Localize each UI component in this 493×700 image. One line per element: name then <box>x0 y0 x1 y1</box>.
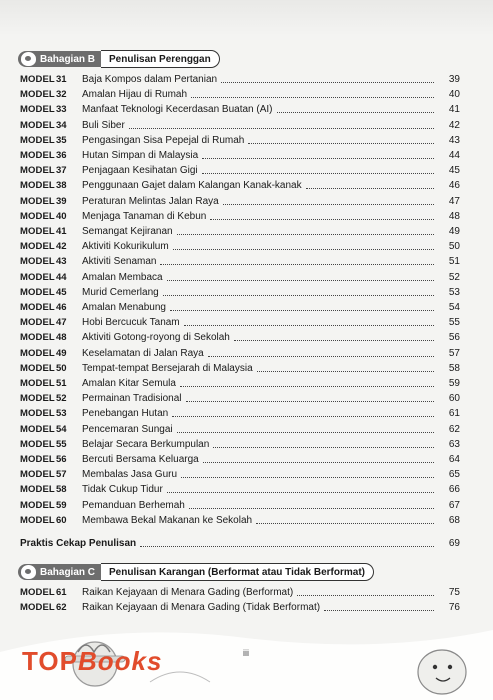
page-number: 63 <box>448 438 460 450</box>
leader-dots <box>203 462 434 463</box>
page-number: 76 <box>448 602 460 614</box>
entry-title: Pemanduan Berhemah <box>82 499 185 511</box>
entry-title: Amalan Menabung <box>82 302 166 313</box>
entry-title: Aktiviti Senaman <box>82 256 157 268</box>
page-number: 62 <box>448 423 460 435</box>
section-b-header <box>18 50 220 68</box>
entry-title: Hobi Bercucuk Tanam <box>82 317 180 329</box>
leader-dots <box>163 295 434 296</box>
page-number: 54 <box>448 302 460 313</box>
leader-dots <box>140 546 434 547</box>
page-number: 69 <box>448 538 460 549</box>
model-number: 62 <box>56 602 67 614</box>
model-label: MODEL <box>20 195 55 207</box>
page-number: 50 <box>448 241 460 253</box>
entry-title: Amalan Kitar Semula <box>82 378 176 389</box>
entry-title: Tempat-tempat Bersejarah di Malaysia <box>82 362 253 374</box>
toc-entry[interactable] <box>20 406 460 421</box>
page-number: 58 <box>448 362 460 374</box>
page-number: 57 <box>448 347 460 359</box>
model-label: MODEL <box>20 423 55 435</box>
model-number: 50 <box>56 362 67 374</box>
toc-entry[interactable] <box>20 87 460 102</box>
entry-title: Murid Cemerlang <box>82 286 159 298</box>
model-number: 53 <box>56 408 67 420</box>
leader-dots <box>202 173 434 174</box>
model-number: 39 <box>56 195 67 207</box>
page-number: 75 <box>448 587 460 598</box>
model-label: MODEL <box>20 104 55 116</box>
leader-dots <box>167 280 434 281</box>
leader-dots <box>202 158 434 159</box>
model-number: 35 <box>56 134 67 146</box>
toc-entry[interactable] <box>20 72 460 87</box>
leader-dots <box>234 340 434 341</box>
leader-dots <box>172 416 434 417</box>
page-number: 64 <box>448 454 460 465</box>
model-label: MODEL <box>20 499 55 511</box>
leader-dots <box>256 523 434 524</box>
model-number: 41 <box>56 226 67 237</box>
leader-dots <box>170 310 434 311</box>
page-number: 60 <box>448 393 460 405</box>
section-c-title: Penulisan Karangan (Berformat atau Tidak Berformat) <box>101 563 374 581</box>
page-number: 68 <box>448 514 460 526</box>
model-label: MODEL <box>20 241 55 253</box>
model-number: 51 <box>56 378 67 389</box>
model-label: MODEL <box>20 332 55 344</box>
leader-dots <box>180 386 434 387</box>
model-label: MODEL <box>20 74 55 85</box>
model-number: 45 <box>56 286 67 298</box>
toc-entry[interactable] <box>20 422 460 437</box>
entry-title: Tidak Cukup Tidur <box>82 484 163 496</box>
entry-title: Permainan Tradisional <box>82 393 182 405</box>
model-number: 37 <box>56 165 67 177</box>
toc-entry[interactable] <box>20 315 460 330</box>
page-number: 51 <box>448 256 460 268</box>
model-label: MODEL <box>20 393 55 405</box>
model-label: MODEL <box>20 165 55 177</box>
model-number: 55 <box>56 438 67 450</box>
entry-title: Membalas Jasa Guru <box>82 469 178 481</box>
page-number: 66 <box>448 484 460 496</box>
entry-title: Raikan Kejayaan di Menara Gading (Berformat) <box>82 587 294 598</box>
model-number: 61 <box>56 587 67 598</box>
toc-entry[interactable] <box>20 498 460 513</box>
leader-dots <box>210 219 434 220</box>
model-label: MODEL <box>20 317 55 329</box>
leader-dots <box>181 477 434 478</box>
entry-title: Semangat Kejiranan <box>82 226 173 237</box>
toc-entry[interactable] <box>20 254 460 269</box>
model-label: MODEL <box>20 347 55 359</box>
model-number: 54 <box>56 423 67 435</box>
page-number: 47 <box>448 195 460 207</box>
model-label: MODEL <box>20 210 55 222</box>
model-number: 58 <box>56 484 67 496</box>
section-c-badge: Bahagian C <box>18 564 101 580</box>
model-number: 57 <box>56 469 67 481</box>
leader-dots <box>248 143 434 144</box>
footer-page-number: iii <box>243 648 249 658</box>
model-number: 46 <box>56 302 67 313</box>
model-label: MODEL <box>20 484 55 496</box>
model-number: 44 <box>56 271 67 283</box>
cloud-icon <box>21 565 36 579</box>
model-label: MODEL <box>20 226 55 237</box>
model-number: 42 <box>56 241 67 253</box>
entry-title: Aktiviti Kokurikulum <box>82 241 169 253</box>
leader-dots <box>129 128 434 129</box>
page-number: 67 <box>448 499 460 511</box>
model-number: 36 <box>56 150 67 161</box>
model-label: MODEL <box>20 408 55 420</box>
model-number: 48 <box>56 332 67 344</box>
page-number: 52 <box>448 271 460 283</box>
page-number: 46 <box>448 180 460 192</box>
page-number: 49 <box>448 226 460 237</box>
model-label: MODEL <box>20 378 55 389</box>
leader-dots <box>177 432 434 433</box>
model-label: MODEL <box>20 514 55 526</box>
toc-entry[interactable] <box>20 194 460 209</box>
page-number: 48 <box>448 210 460 222</box>
toc-entry[interactable] <box>20 482 460 497</box>
page-number: 56 <box>448 332 460 344</box>
toc-entry[interactable] <box>20 270 460 285</box>
model-number: 34 <box>56 119 67 131</box>
page-number: 44 <box>448 150 460 161</box>
page-number: 41 <box>448 104 460 116</box>
page-number: 42 <box>448 119 460 131</box>
toc-entry[interactable] <box>20 239 460 254</box>
model-number: 32 <box>56 89 67 101</box>
model-number: 43 <box>56 256 67 268</box>
topbooks-logo: TOPBooks <box>22 646 163 676</box>
entry-title: Bercuti Bersama Keluarga <box>82 454 199 465</box>
praktis-entry[interactable] <box>20 536 460 551</box>
leader-dots <box>221 82 434 83</box>
model-label: MODEL <box>20 256 55 268</box>
entry-title: Raikan Kejayaan di Menara Gading (Tidak Berformat) <box>82 602 321 614</box>
toc-entry[interactable] <box>20 361 460 376</box>
leader-dots <box>191 97 434 98</box>
model-number: 49 <box>56 347 67 359</box>
entry-title: Pencemaran Sungai <box>82 423 173 435</box>
model-number: 47 <box>56 317 67 329</box>
model-label: MODEL <box>20 438 55 450</box>
leader-dots <box>297 595 434 596</box>
toc-entry[interactable] <box>20 376 460 391</box>
entry-title: Membawa Bekal Makanan ke Sekolah <box>82 514 253 526</box>
model-number: 52 <box>56 393 67 405</box>
entry-title: Peraturan Melintas Jalan Raya <box>82 195 219 207</box>
leader-dots <box>223 204 434 205</box>
toc-entry[interactable] <box>20 437 460 452</box>
model-label: MODEL <box>20 362 55 374</box>
toc-entry[interactable] <box>20 467 460 482</box>
model-number: 59 <box>56 499 67 511</box>
section-b-title: Penulisan Perenggan <box>101 50 220 68</box>
toc-entry[interactable] <box>20 133 460 148</box>
entry-title: Buli Siber <box>82 119 125 131</box>
model-number: 40 <box>56 210 67 222</box>
leader-dots <box>167 492 434 493</box>
model-label: MODEL <box>20 180 55 192</box>
toc-entry[interactable] <box>20 178 460 193</box>
praktis-title: Praktis Cekap Penulisan <box>20 538 137 549</box>
toc-entry[interactable] <box>20 224 460 239</box>
entry-title: Amalan Hijau di Rumah <box>82 89 188 101</box>
model-number: 33 <box>56 104 67 116</box>
model-label: MODEL <box>20 89 55 101</box>
toc-entry[interactable] <box>20 285 460 300</box>
page-number: 53 <box>448 286 460 298</box>
entry-title: Aktiviti Gotong-royong di Sekolah <box>82 332 230 344</box>
section-c-header <box>18 563 374 581</box>
model-number: 56 <box>56 454 67 465</box>
page-number: 40 <box>448 89 460 101</box>
model-number: 60 <box>56 514 67 526</box>
model-label: MODEL <box>20 469 55 481</box>
leader-dots <box>306 188 434 189</box>
entry-title: Penjagaan Kesihatan Gigi <box>82 165 198 177</box>
toc-entry[interactable] <box>20 148 460 163</box>
page-number: 55 <box>448 317 460 329</box>
leader-dots <box>189 508 434 509</box>
cloud-icon <box>21 52 36 66</box>
toc-entry[interactable] <box>20 452 460 467</box>
leader-dots <box>160 264 434 265</box>
toc-entry[interactable] <box>20 209 460 224</box>
leader-dots <box>277 112 435 113</box>
leader-dots <box>184 325 434 326</box>
page-number: 59 <box>448 378 460 389</box>
toc-entry[interactable] <box>20 346 460 361</box>
toc-entry[interactable] <box>20 102 460 117</box>
entry-title: Manfaat Teknologi Kecerdasan Buatan (AI) <box>82 104 273 116</box>
entry-title: Menjaga Tanaman di Kebun <box>82 210 207 222</box>
toc-entry[interactable] <box>20 330 460 345</box>
entry-title: Hutan Simpan di Malaysia <box>82 150 199 161</box>
section-b-badge: Bahagian B <box>18 51 101 67</box>
leader-dots <box>257 371 434 372</box>
page-number: 65 <box>448 469 460 481</box>
model-label: MODEL <box>20 271 55 283</box>
model-number: 31 <box>56 74 67 85</box>
toc-entry[interactable] <box>20 585 460 600</box>
leader-dots <box>186 401 435 402</box>
page-number: 61 <box>448 408 460 420</box>
leader-dots <box>173 249 434 250</box>
leader-dots <box>208 356 434 357</box>
model-label: MODEL <box>20 134 55 146</box>
top-shadow <box>0 0 493 36</box>
entry-title: Belajar Secara Berkumpulan <box>82 438 210 450</box>
toc-entry[interactable] <box>20 300 460 315</box>
model-label: MODEL <box>20 454 55 465</box>
page-number: 39 <box>448 74 460 85</box>
entry-title: Amalan Membaca <box>82 271 163 283</box>
entry-title: Keselamatan di Jalan Raya <box>82 347 204 359</box>
entry-title: Penggunaan Gajet dalam Kalangan Kanak-kanak <box>82 180 302 192</box>
model-number: 38 <box>56 180 67 192</box>
page-number: 45 <box>448 165 460 177</box>
model-label: MODEL <box>20 119 55 131</box>
entry-title: Pengasingan Sisa Pepejal di Rumah <box>82 134 245 146</box>
toc-entry[interactable] <box>20 391 460 406</box>
model-label: MODEL <box>20 302 55 313</box>
model-label: MODEL <box>20 150 55 161</box>
entry-title: Penebangan Hutan <box>82 408 169 420</box>
page-number: 43 <box>448 134 460 146</box>
model-label: MODEL <box>20 286 55 298</box>
toc-entry[interactable] <box>20 513 460 528</box>
toc-entry[interactable] <box>20 163 460 178</box>
toc-entry[interactable] <box>20 118 460 133</box>
leader-dots <box>177 234 434 235</box>
leader-dots <box>213 447 434 448</box>
model-label: MODEL <box>20 602 55 614</box>
entry-title: Baja Kompos dalam Pertanian <box>82 74 218 85</box>
model-label: MODEL <box>20 587 55 598</box>
